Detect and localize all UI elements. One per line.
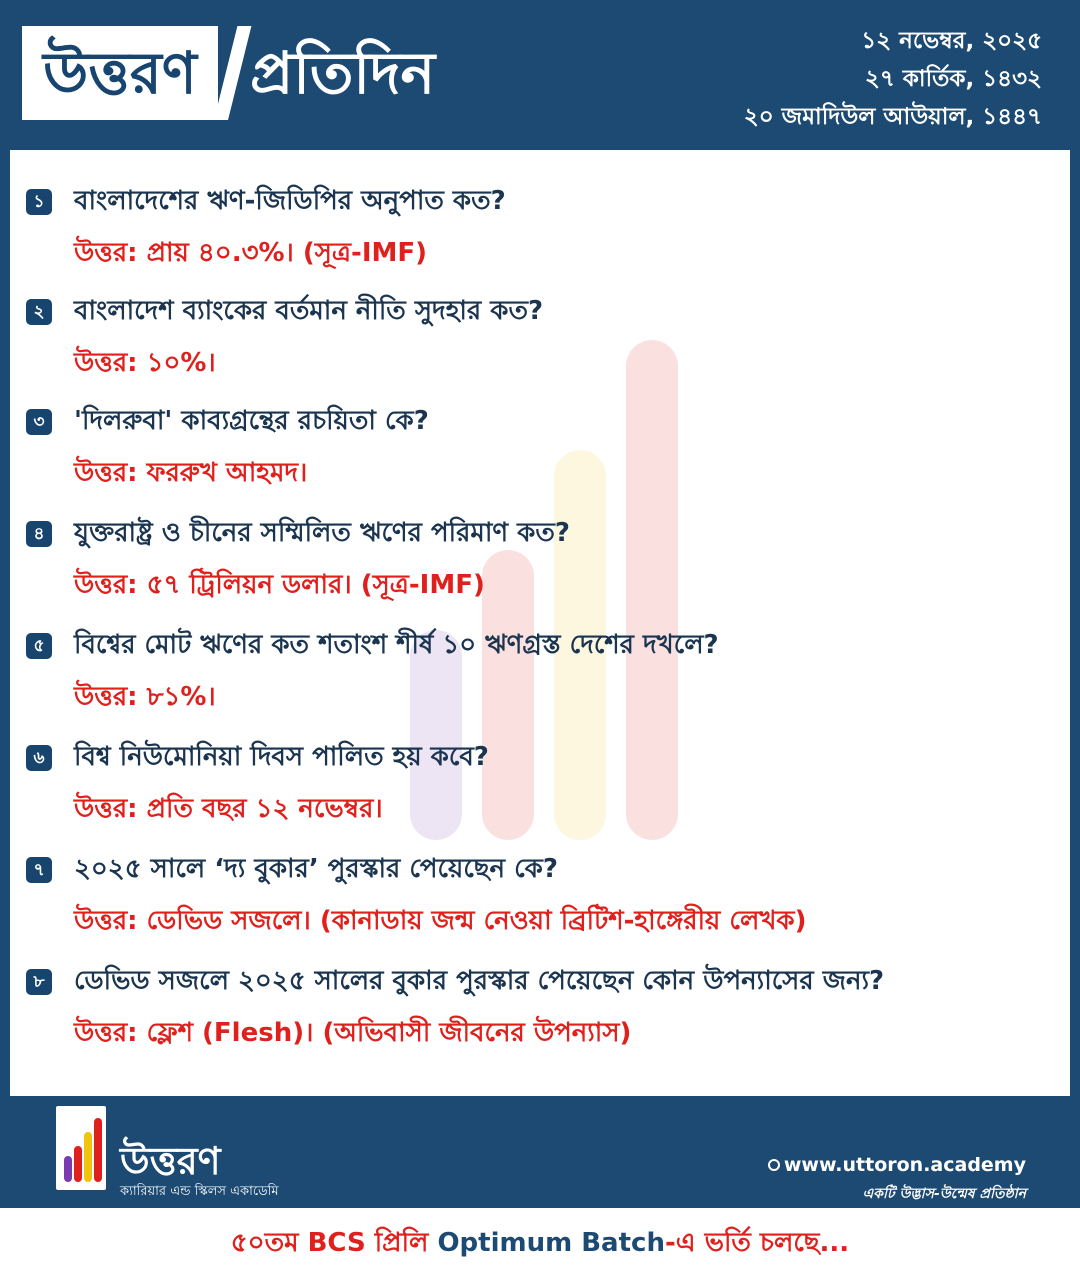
question-text: বিশ্ব নিউমোনিয়া দিবস পালিত হয় কবে?	[74, 742, 489, 772]
answer-text: উত্তর: ১০%।	[74, 348, 216, 378]
question-number: ২	[26, 299, 52, 325]
banner-admission-text: -এ ভর্তি চলছে...	[664, 1228, 850, 1258]
question-text: বাংলাদেশের ঋণ-জিডিপির অনুপাত কত?	[74, 186, 506, 216]
date-gregorian: ১২ নভেম্বর, ২০২৫	[861, 28, 1042, 54]
question-text: যুক্তরাষ্ট্র ও চীনের সম্মিলিত ঋণের পরিমাণ কত?	[74, 518, 570, 548]
logo-name: উত্তরণ	[120, 1139, 221, 1183]
admission-banner	[0, 1208, 1080, 1278]
website-text: www.uttoron.academy	[783, 1154, 1026, 1176]
question-text: ডেভিড সজলে ২০২৫ সালের বুকার পুরস্কার পেয়েছেন কোন উপন্যাসের জন্য?	[74, 966, 885, 996]
question-text: বাংলাদেশ ব্যাংকের বর্তমান নীতি সুদহার কত?	[74, 296, 544, 326]
question-number: ১	[26, 189, 52, 215]
date-hijri: ২০ জমাদিউল আউয়াল, ১৪৪৭	[743, 104, 1042, 130]
date-block	[744, 22, 1042, 136]
footer	[0, 1096, 1080, 1208]
answer-text: উত্তর: ৫৭ ট্রিলিয়ন ডলার। (সূত্র-IMF)	[74, 570, 485, 600]
header	[0, 0, 1080, 150]
banner-bcs-text: ৫০তম BCS প্রিলি	[230, 1228, 438, 1258]
banner-batch-text: Optimum Batch	[437, 1228, 665, 1258]
answer-text: উত্তর: ৮১%।	[74, 682, 216, 712]
org-tagline: একটি উদ্ভাস-উন্মেষ প্রতিষ্ঠান	[862, 1186, 1026, 1202]
logo-icon	[56, 1106, 106, 1190]
question-text: ২০২৫ সালে ‘দ্য বুকার’ পুরস্কার পেয়েছেন কে?	[74, 854, 558, 884]
website-link[interactable]	[768, 1154, 1026, 1176]
qa-panel	[10, 150, 1070, 1096]
question-number: ৮	[26, 969, 52, 995]
question-number: ৪	[26, 521, 52, 547]
brand-logo-text: উত্তরণ	[22, 26, 218, 120]
globe-icon	[768, 1159, 780, 1171]
question-number: ৬	[26, 745, 52, 771]
date-bengali: ২৭ কার্তিক, ১৪৩২	[864, 66, 1042, 92]
answer-text: উত্তর: ডেভিড সজলে। (কানাডায় জন্ম নেওয়া ব্রিটিশ-হাঙ্গেরীয় লেখক)	[74, 906, 807, 936]
page-title: প্রতিদিন	[250, 39, 436, 107]
answer-text: উত্তর: প্রায় ৪০.৩%। (সূত্র-IMF)	[74, 238, 428, 268]
logo-tagline: ক্যারিয়ার এন্ড স্কিলস একাডেমি	[120, 1184, 279, 1199]
question-text: 'দিলরুবা' কাব্যগ্রন্থের রচয়িতা কে?	[74, 406, 429, 436]
answer-text: উত্তর: ফ্লেশ (Flesh)। (অভিবাসী জীবনের উপন্যাস)	[74, 1018, 632, 1048]
answer-text: উত্তর: ফররুখ আহমদ।	[74, 458, 308, 488]
question-number: ৩	[26, 409, 52, 435]
question-number: ৭	[26, 857, 52, 883]
answer-text: উত্তর: প্রতি বছর ১২ নভেম্বর।	[74, 794, 383, 824]
question-number: ৫	[26, 633, 52, 659]
question-text: বিশ্বের মোট ঋণের কত শতাংশ শীর্ষ ১০ ঋণগ্রস্ত দেশের দখলে?	[74, 630, 719, 660]
